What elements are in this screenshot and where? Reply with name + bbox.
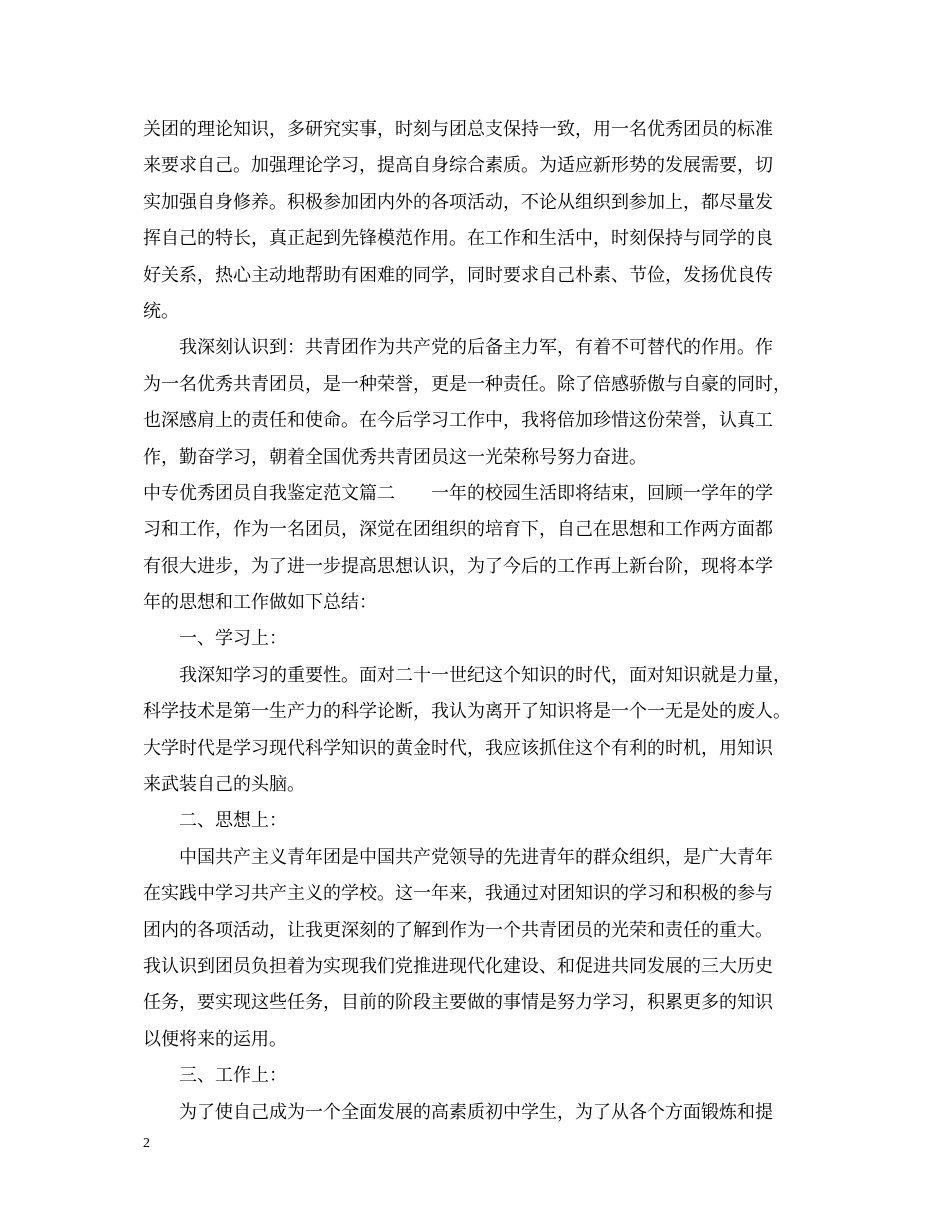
text-line: 一、学习上： bbox=[179, 628, 287, 650]
text-line: 以便将来的运用。 bbox=[143, 1028, 287, 1050]
text-line: 也深感肩上的责任和使命。在今后学习工作中，我将倍加珍惜这份荣誉，认真工 bbox=[143, 410, 773, 432]
text-line: 三、工作上： bbox=[179, 1065, 287, 1087]
text-line: 统。 bbox=[143, 300, 179, 322]
text-line: 我认识到团员负担着为实现我们党推进现代化建设、和促进共同发展的三大历史 bbox=[143, 955, 773, 977]
text-line: 实加强自身修养。积极参加团内外的各项活动，不论从组织到参加上，都尽量发 bbox=[143, 191, 773, 213]
text-line: 二、思想上： bbox=[179, 810, 287, 832]
text-line: 有很大进步，为了进一步提高思想认识，为了今后的工作再上新台阶，现将本学 bbox=[143, 555, 773, 577]
text-line: 来要求自己。加强理论学习，提高自身综合素质。为适应新形势的发展需要，切 bbox=[143, 155, 773, 177]
text-line: 为一名优秀共青团员，是一种荣誉，更是一种责任。除了倍感骄傲与自豪的同时， bbox=[143, 373, 791, 395]
text-line: 好关系，热心主动地帮助有困难的同学，同时要求自己朴素、节俭，发扬优良传 bbox=[143, 264, 773, 286]
text-line: 关团的理论知识，多研究实事，时刻与团总支保持一致，用一名优秀团员的标准 bbox=[143, 119, 773, 140]
text-line: 任务，要实现这些任务，目前的阶段主要做的事情是努力学习，积累更多的知识 bbox=[143, 992, 773, 1014]
text-line: 中专优秀团员自我鉴定范文篇二 一年的校园生活即将结束，回顾一学年的学 bbox=[143, 482, 773, 504]
text-line: 年的思想和工作做如下总结： bbox=[143, 592, 377, 614]
document-body bbox=[143, 112, 823, 1131]
text-line: 在实践中学习共产主义的学校。这一年来，我通过对团知识的学习和积极的参与 bbox=[143, 883, 773, 905]
text-line: 挥自己的特长，真正起到先锋模范作用。在工作和生活中，时刻保持与同学的良 bbox=[143, 228, 773, 250]
page-number: 2 bbox=[143, 1136, 150, 1151]
text-line: 团内的各项活动，让我更深刻的了解到作为一个共青团员的光荣和责任的重大。 bbox=[143, 919, 773, 941]
text-line: 为了使自己成为一个全面发展的高素质初中学生，为了从各个方面锻炼和提 bbox=[179, 1101, 773, 1123]
text-line: 我深知学习的重要性。面对二十一世纪这个知识的时代，面对知识就是力量， bbox=[179, 664, 791, 686]
text-line: 科学技术是第一生产力的科学论断，我认为离开了知识将是一个一无是处的废人。 bbox=[143, 701, 791, 723]
text-line: 我深刻认识到：共青团作为共产党的后备主力军，有着不可替代的作用。作 bbox=[179, 337, 773, 359]
text-line: 大学时代是学习现代科学知识的黄金时代，我应该抓住这个有利的时机，用知识 bbox=[143, 737, 773, 759]
text-line: 来武装自己的头脑。 bbox=[143, 774, 305, 796]
text-line: 习和工作，作为一名团员，深觉在团组织的培育下，自己在思想和工作两方面都 bbox=[143, 519, 773, 541]
text-line: 作，勤奋学习，朝着全国优秀共青团员这一光荣称号努力奋进。 bbox=[143, 446, 647, 468]
text-line: 中国共产主义青年团是中国共产党领导的先进青年的群众组织，是广大青年 bbox=[179, 846, 773, 868]
